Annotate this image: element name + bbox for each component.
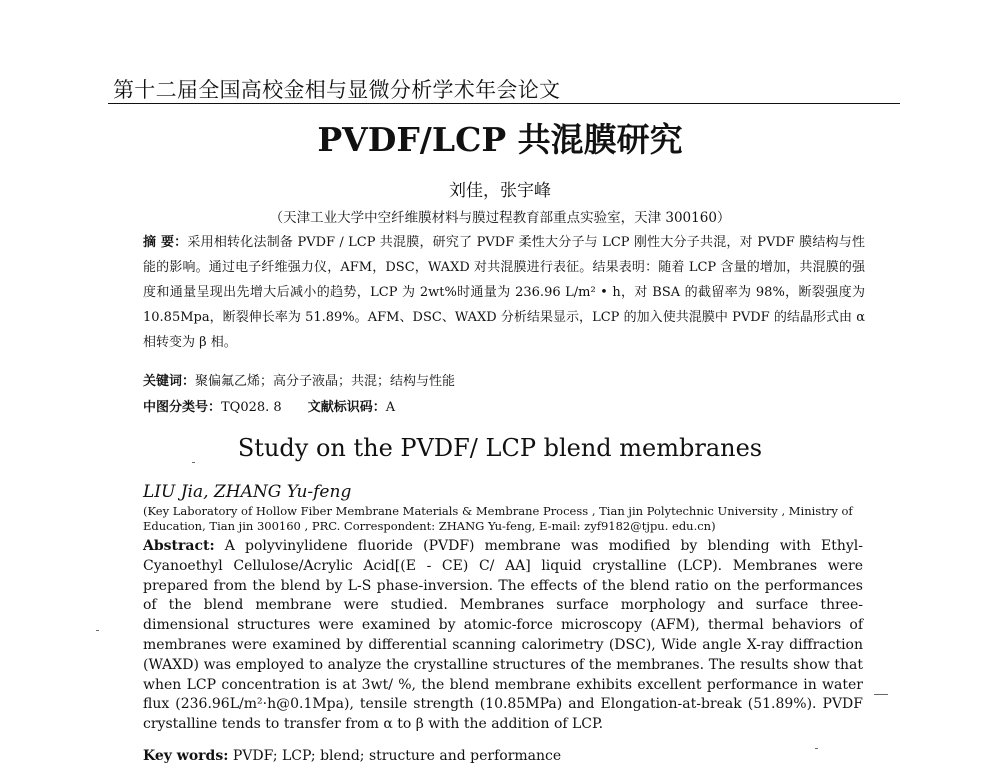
doc-code-value: A: [385, 400, 396, 415]
keywords-en-label: Key words:: [143, 748, 229, 764]
paper-title-zh: PVDF/LCP 共混膜研究: [317, 120, 683, 159]
classification-line: [143, 396, 395, 415]
scan-speck: [815, 748, 818, 749]
class-label: 中图分类号：: [143, 400, 222, 415]
abstract-en-label: Abstract:: [143, 538, 215, 554]
scan-speck: [192, 462, 195, 463]
abstract-zh-label: 摘 要：: [143, 235, 188, 250]
doc-code-label: 文献标识码：: [307, 400, 386, 415]
scan-speck: [874, 694, 888, 695]
authors-en: LIU Jia, ZHANG Yu-feng: [143, 482, 352, 502]
abstract-zh: [143, 230, 865, 355]
affiliation-zh: （天津工业大学中空纤维膜材料与膜过程教育部重点实验室，天津 300160）: [269, 210, 731, 226]
affiliation-en: (Key Laboratory of Hollow Fiber Membrane Materials & Membrane Process , Tian jin Polytechnic University , Ministry of Education, Tian jin 300160 , PRC. Correspondent: ZHANG Yu-feng, E-mail: zyf9182@tjpu. edu.cn): [143, 504, 853, 533]
class-value: TQ028. 8: [221, 400, 282, 415]
authors-zh: 刘佳，张宇峰: [449, 181, 551, 201]
paper-title-en: Study on the PVDF/ LCP blend membranes: [237, 434, 763, 462]
keywords-zh-text: 聚偏氟乙烯；高分子液晶；共混；结构与性能: [195, 374, 456, 389]
abstract-en: [143, 537, 863, 735]
conference-header: 第十二届全国高校金相与显微分析学术年会论文: [113, 78, 561, 102]
abstract-zh-text: 采用相转化法制备 PVDF / LCP 共混膜，研究了 PVDF 柔性大分子与 LCP 刚性大分子共混，对 PVDF 膜结构与性能的影响。通过电子纤维强力仪，AFM，DSC，WAXD 对共混膜进行表征。结果表明：随着 LCP 含量的增加，共混膜的强度和通量呈现出先增大后减小的趋势，LCP 为 2wt%时通量为 236.96 L/m² • h，对 BSA 的截留率为 98%，断裂强度为 10.85Mpa，断裂伸长率为 51.89%。AFM、DSC、WAXD 分析结果显示，LCP 的加入使共混膜中 PVDF 的结晶形式由 α 相转变为 β 相。: [143, 235, 865, 350]
keywords-en-text: PVDF; LCP; blend; structure and performance: [232, 748, 562, 764]
keywords-en: [143, 748, 561, 764]
keywords-zh: [143, 370, 455, 389]
abstract-en-text: A polyvinylidene fluoride (PVDF) membrane was modified by blending with Ethyl-Cyanoethyl Cellulose/Acrylic Acid[(E - CE) C/ AA] liquid crystalline (LCP). Membranes were prepared from the blend by L-S phase-inversion. The effects of the blend ratio on the performances of the blend membrane were studied. Membranes surface morphology and surface three-dimensional structures were examined by atomic-force microscopy (AFM), thermal behaviors of membranes were examined by differential scanning calorimetry (DSC), Wide angle X-ray diffraction (WAXD) was employed to analyze the crystalline structures of the membranes. The results show that when LCP concentration is at 3wt/ %, the blend membrane exhibits excellent performance in water flux (236.96L/m²·h@0.1Mpa), tensile strength (10.85MPa) and Elongation-at-break (51.89%). PVDF crystalline tends to transfer from α to β with the addition of LCP.: [143, 538, 864, 733]
scan-speck: [96, 630, 99, 631]
header-rule: [108, 103, 900, 104]
keywords-zh-label: 关键词：: [143, 374, 196, 389]
